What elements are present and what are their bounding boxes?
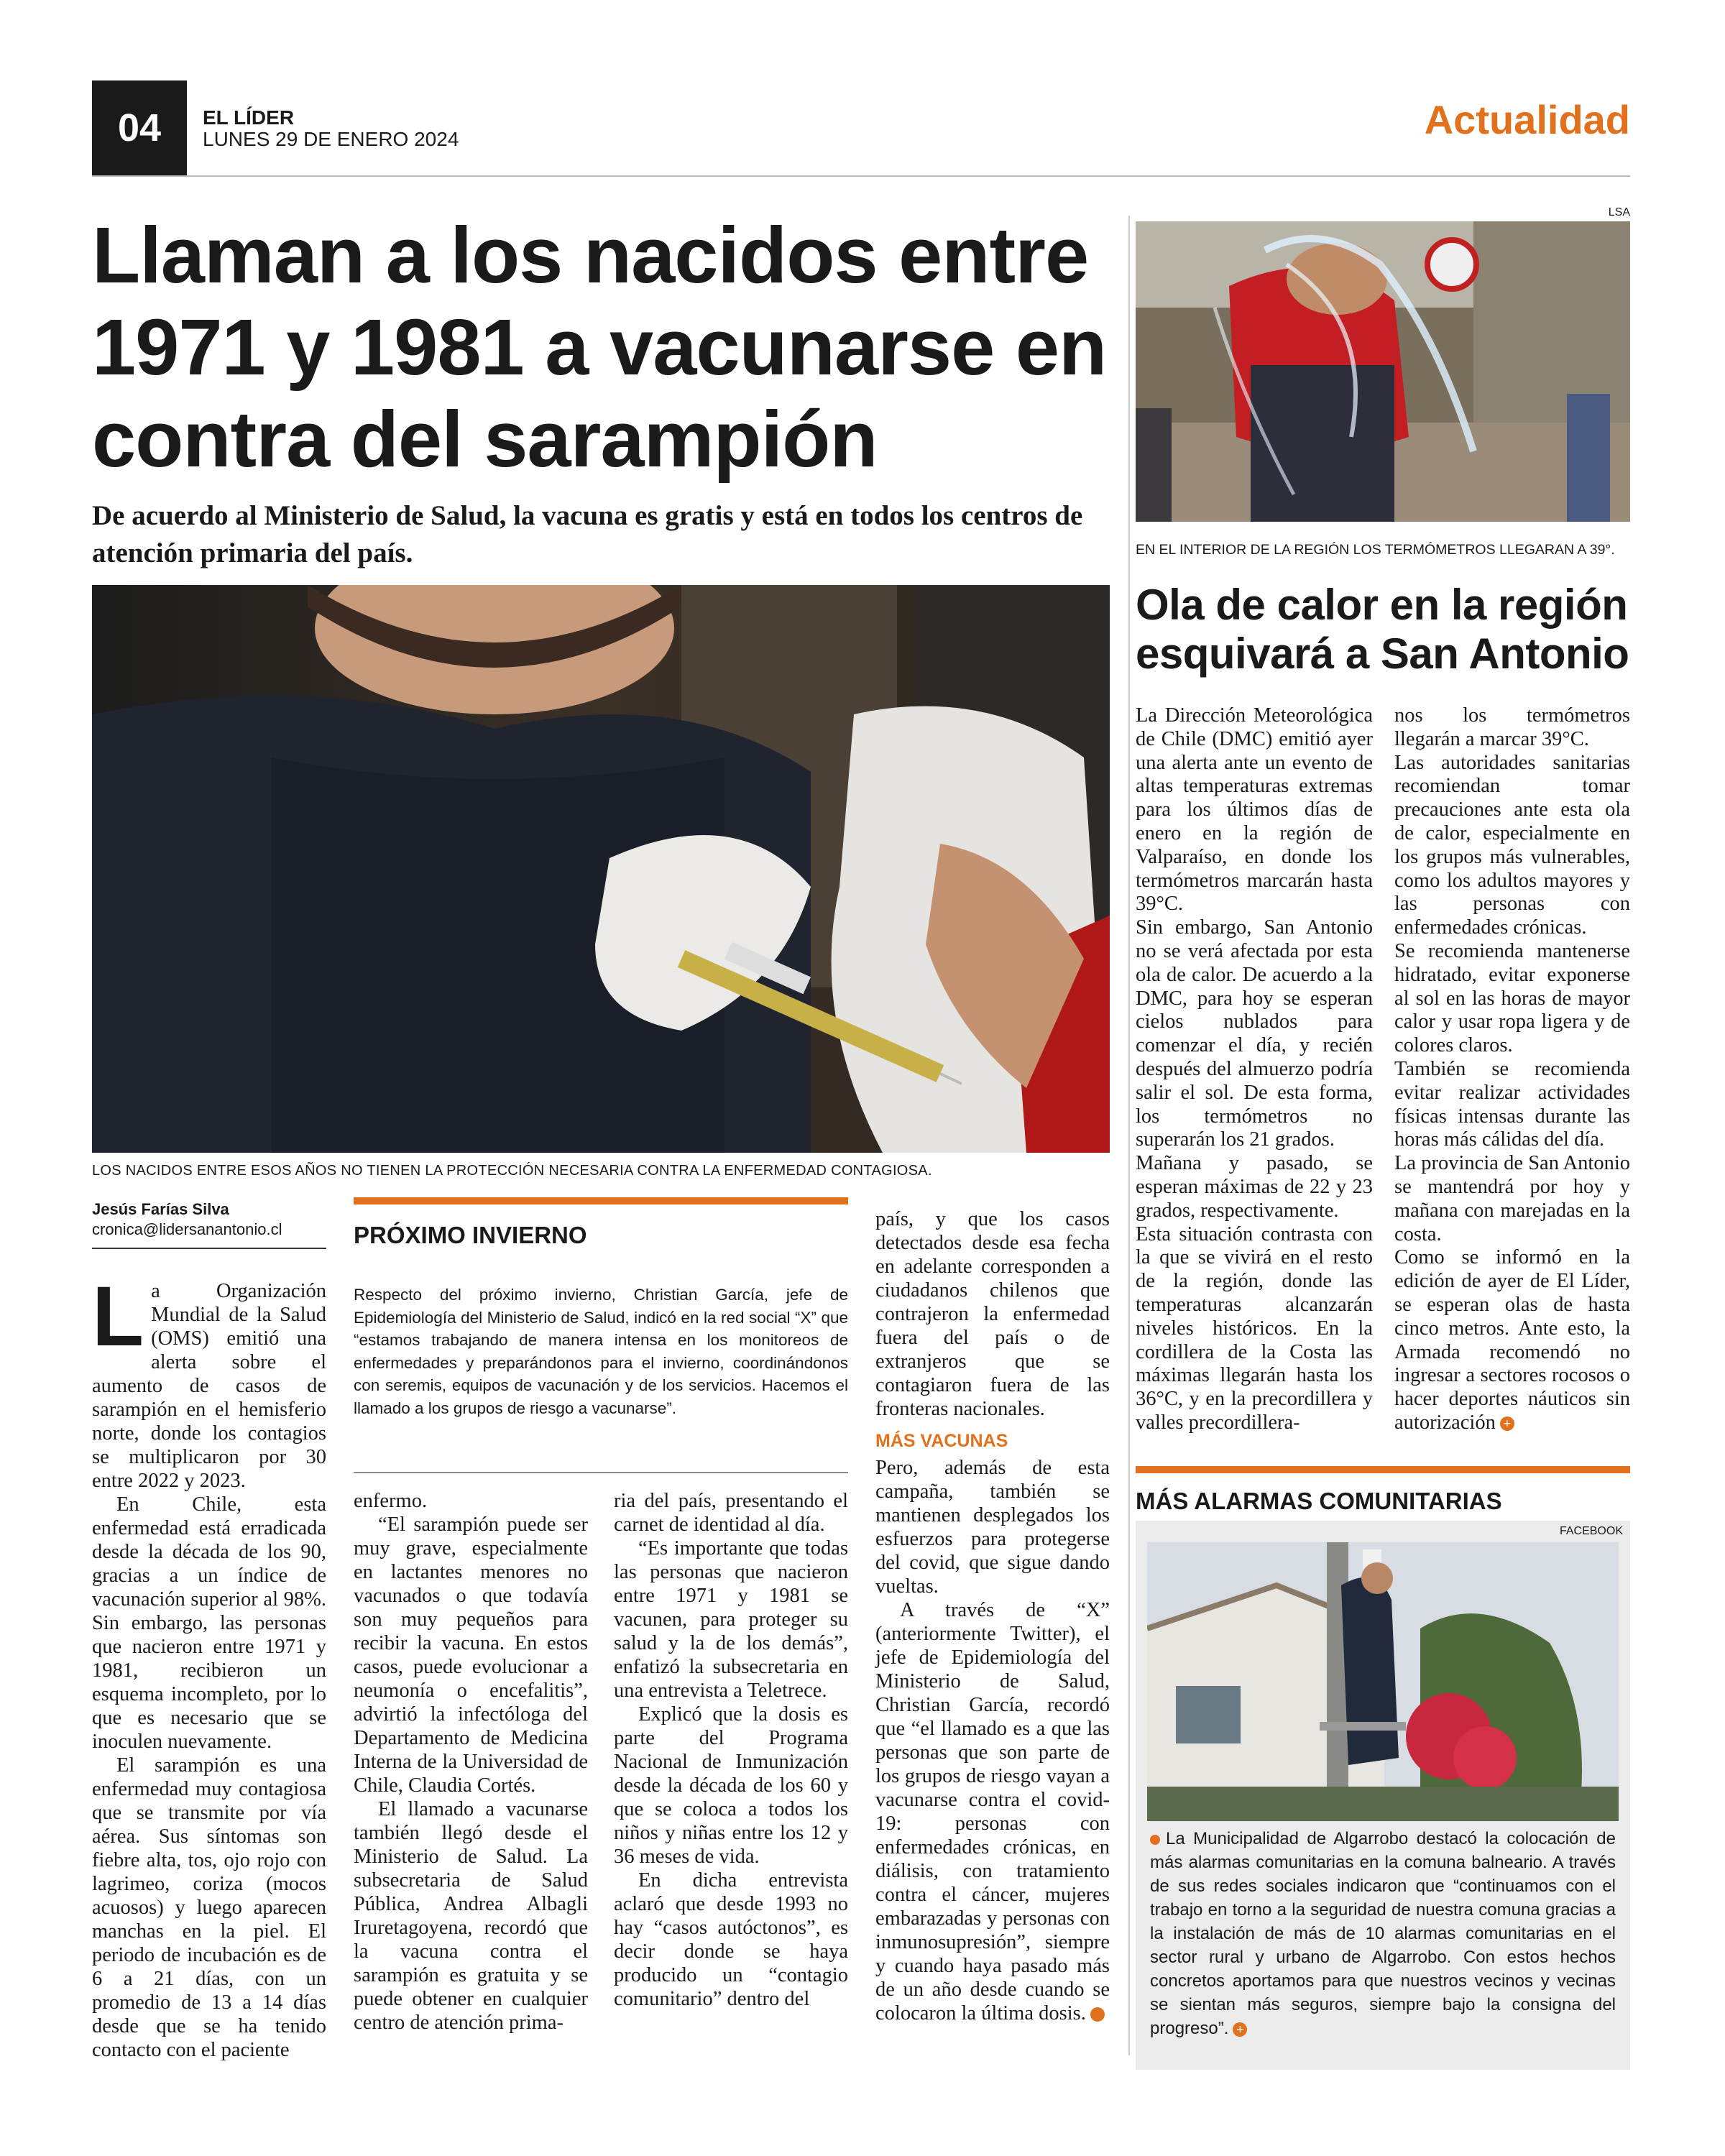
end-of-article-icon: + bbox=[1233, 2022, 1247, 2037]
bullet-icon bbox=[1150, 1835, 1160, 1845]
paragraph: ria del país, presentando el carnet de identidad al día. bbox=[614, 1490, 848, 1536]
end-of-article-icon: + bbox=[1090, 2007, 1105, 2022]
brief-title: MÁS ALARMAS COMUNITARIAS bbox=[1136, 1488, 1502, 1514]
header-rule bbox=[92, 175, 1630, 177]
main-photo-caption: LOS NACIDOS ENTRE ESOS AÑOS NO TIENEN LA PROTECCIÓN NECESARIA CONTRA LA ENFERMEDAD CONTAGIOSA. bbox=[92, 1163, 932, 1179]
author-name: Jesús Farías Silva bbox=[92, 1200, 229, 1218]
article-column-1 bbox=[92, 1269, 326, 2062]
paragraph: El sarampión es una enfermedad muy contagiosa que se transmite por vía aérea. Sus síntomas son fiebre alta, tos, ojo rojo con lagrimeo, coriza (mocos acuosos) y luego aparecen manchas en la piel. El periodo de incubación es de 6 a 21 días, con un promedio de 13 a 14 días desde que se ha tenido contacto con el paciente bbox=[92, 1754, 326, 2061]
side-column-1 bbox=[1136, 704, 1373, 1435]
paragraph: Esta situación contrasta con la que se vivirá en el resto de la región, donde las temperaturas alcanzarán niveles históricos. En la cordillera de la Costa las máximas llegarán hasta los 36°C, y en la precordillera y valles precordillera- bbox=[1136, 1222, 1373, 1434]
paragraph: “Es importante que todas las personas que nacieron entre 1971 y 1981 se vacunen, para proteger su salud y la de los demás”, enfatizó la subsecretaria en una entrevista a Teletrece. bbox=[614, 1537, 848, 1702]
paragraph: nos los termómetros llegarán a marcar 39°C. bbox=[1394, 704, 1630, 750]
paragraph: Sin embargo, San Antonio no se verá afectada por esta ola de calor. De acuerdo a la DMC, para hoy se esperan cielos nublados para comenzar el día, y recién después del almuerzo podría salir el sol. De esta forma, los termómetros no superarán los 21 grados. bbox=[1136, 916, 1373, 1151]
paragraph: En dicha entrevista aclaró que desde 1993 no hay “casos autóctonos”, es decir donde se haya producido un “contagio comunitario” dentro del bbox=[614, 1869, 848, 2010]
article-column-2 bbox=[354, 1489, 588, 2035]
box-accent-rule bbox=[354, 1197, 848, 1204]
box-bottom-rule bbox=[354, 1472, 848, 1473]
heatwave-photo bbox=[1136, 221, 1630, 522]
newspaper-name: EL LÍDER bbox=[203, 106, 295, 129]
page-number: 04 bbox=[92, 80, 187, 175]
paragraph: enfermo. bbox=[354, 1490, 428, 1512]
paragraph: El llamado a vacunarse también llegó desde el Ministerio de Salud. La subsecretaria de Salud Pública, Andrea Albagli Iruretagoyena, recordó que la vacuna contra el sarampión es gratuita y se puede obtener en cualquier centro de atención prima- bbox=[354, 1798, 588, 2034]
box-text: Respecto del próximo invierno, Christian García, jefe de Epidemiología del Ministerio de Salud, indicó en la red social “X” que “estamos trabajando de manera intensa en los monitoreos de enfermedades y preparándonos para el invierno, coordinándonos con seremis, equipos de vacunación y de los servicios. Hacemos el llamado a los grupos de riesgo a vacunarse”. bbox=[354, 1286, 848, 1417]
end-of-article-icon: + bbox=[1500, 1416, 1514, 1431]
drop-cap: L bbox=[92, 1269, 144, 1364]
brief-accent-rule bbox=[1136, 1466, 1630, 1473]
paragraph-text: Como se informó en la edición de ayer de El Líder, se esperan olas de hasta cinco metros. Ante esto, la Armada recomendó no ingresar a sectores rocosos o hacer deportes náuticos sin autorización bbox=[1394, 1246, 1630, 1434]
column-divider bbox=[1128, 216, 1130, 2055]
brief-text bbox=[1150, 1827, 1616, 2040]
author-email[interactable]: cronica@lidersanantonio.cl bbox=[92, 1220, 282, 1238]
paragraph: También se recomienda evitar realizar actividades físicas intensas durante las horas más cálidas del día. bbox=[1394, 1057, 1630, 1151]
vaccination-photo bbox=[92, 585, 1110, 1153]
paragraph: Mañana y pasado, se esperan máximas de 22 y 23 grados, respectivamente. bbox=[1136, 1152, 1373, 1222]
main-subhead: De acuerdo al Ministerio de Salud, la vacuna es gratis y está en todos los centros de atención primaria del país. bbox=[92, 500, 1083, 568]
paragraph: país, y que los casos detectados desde esa fecha en adelante corresponden a ciudadanos chilenos que contrajeron la enfermedad fuera del país o de extranjeros que se contagiaron fuera de las fronteras nacionales. bbox=[875, 1208, 1110, 1420]
brief-text-body: La Municipalidad de Algarrobo destacó la colocación de más alarmas comunitarias en la comuna balneario. A través de sus redes sociales indicaron que “continuamos con el trabajo en torno a la seguridad de nuestra comuna gracias a la instalación de más de 10 alarmas comunitarias en el sector rural y urbano de Algarrobo. Con estos hechos concretos aportamos para que nuestros vecinos y vecinas se sientan más seguros, siempre bajo la consigna del progreso”. bbox=[1150, 1829, 1616, 2038]
author-rule bbox=[92, 1248, 326, 1249]
paragraph: Pero, además de esta campaña, también se mantienen desplegados los esfuerzos para protegerse del covid, que sigue dando vueltas. bbox=[875, 1457, 1110, 1598]
article-column-4 bbox=[875, 1207, 1123, 2025]
paragraph: Las autoridades sanitarias recomiendan tomar precauciones ante esta ola de calor, especialmente en los grupos más vulnerables, como los adultos mayores y las personas con enfermedades crónicas. bbox=[1394, 751, 1630, 939]
article-column-3 bbox=[614, 1489, 848, 2011]
photo-credit: LSA bbox=[1608, 206, 1630, 218]
paragraph bbox=[1394, 1246, 1630, 1434]
box-title: PRÓXIMO INVIERNO bbox=[354, 1222, 587, 1248]
paragraph bbox=[875, 1598, 1123, 2025]
section-label: Actualidad bbox=[1424, 97, 1630, 142]
paragraph: La Dirección Meteorológica de Chile (DMC) emitió ayer una alerta ante un evento de altas temperaturas extremas para los últimos días de enero en la región de Valparaíso, en donde los termómetros marcarán hasta 39°C. bbox=[1136, 704, 1373, 916]
paragraph: Explicó que la dosis es parte del Programa Nacional de Inmunización desde la década de los 60 y que se coloca a todos los niños y niñas entre los 12 y 36 meses de vida. bbox=[614, 1703, 848, 1868]
main-headline: Llaman a los nacidos entre 1971 y 1981 a vacunarse en contra del sarampión bbox=[92, 211, 1107, 484]
side-column-2 bbox=[1394, 704, 1630, 1435]
paragraph: Se recomienda mantenerse hidratado, evitar exponerse al sol en las horas de mayor calor y usar ropa ligera y de colores claros. bbox=[1394, 939, 1630, 1057]
paragraph: La provincia de San Antonio se mantendrá por hoy y mañana con marejadas en la costa. bbox=[1394, 1152, 1630, 1245]
paragraph-text: A través de “X” (anteriormente Twitter), el jefe de Epidemiología del Ministerio de Salud, Christian García, recordó que “el llamado es a que las personas que son parte de los grupos de riesgo vayan a vacunarse contra el covid-19: personas con enfermedades crónicas, en diálisis, con tratamiento contra el cáncer, mujeres embarazadas y personas con inmunosupresión”, siempre y cuando haya pasado más de un año desde cuando se colocaron la última dosis. bbox=[875, 1599, 1110, 2024]
paragraph: “El sarampión puede ser muy grave, especialmente en lactantes menores no vacunados o que todavía son muy pequeños para recibir la vacuna. En estos casos, puede evolucionar a neumonía o encefalitis”, advirtió la infectóloga del Departamento de Medicina Interna de la Universidad de Chile, Claudia Cortés. bbox=[354, 1514, 588, 1797]
brief-photo-credit: FACEBOOK bbox=[1559, 1525, 1623, 1537]
side-headline: Ola de calor en la región esquivará a San Antonio bbox=[1136, 581, 1629, 678]
paragraph: a Organización Mundial de la Salud (OMS) emitió una alerta sobre el aumento de casos de sarampión en el hemisferio norte, donde los contagios se multiplicaron por 30 entre 2022 y 2023. bbox=[92, 1280, 326, 1492]
column-subhead: MÁS VACUNAS bbox=[875, 1431, 1008, 1451]
paragraph: En Chile, esta enfermedad está erradicada desde la década de los 90, gracias a un índice de vacunación superior al 98%. Sin embargo, las personas que nacieron entre 1971 y 1981, recibieron un esquema incompleto, por lo que es necesario que se inoculen nuevamente. bbox=[92, 1493, 326, 1753]
alarm-installation-photo bbox=[1147, 1542, 1619, 1821]
issue-date: LUNES 29 DE ENERO 2024 bbox=[203, 128, 459, 150]
side-photo-caption: EN EL INTERIOR DE LA REGIÓN LOS TERMÓMETROS LLEGARAN A 39°. bbox=[1136, 542, 1615, 558]
